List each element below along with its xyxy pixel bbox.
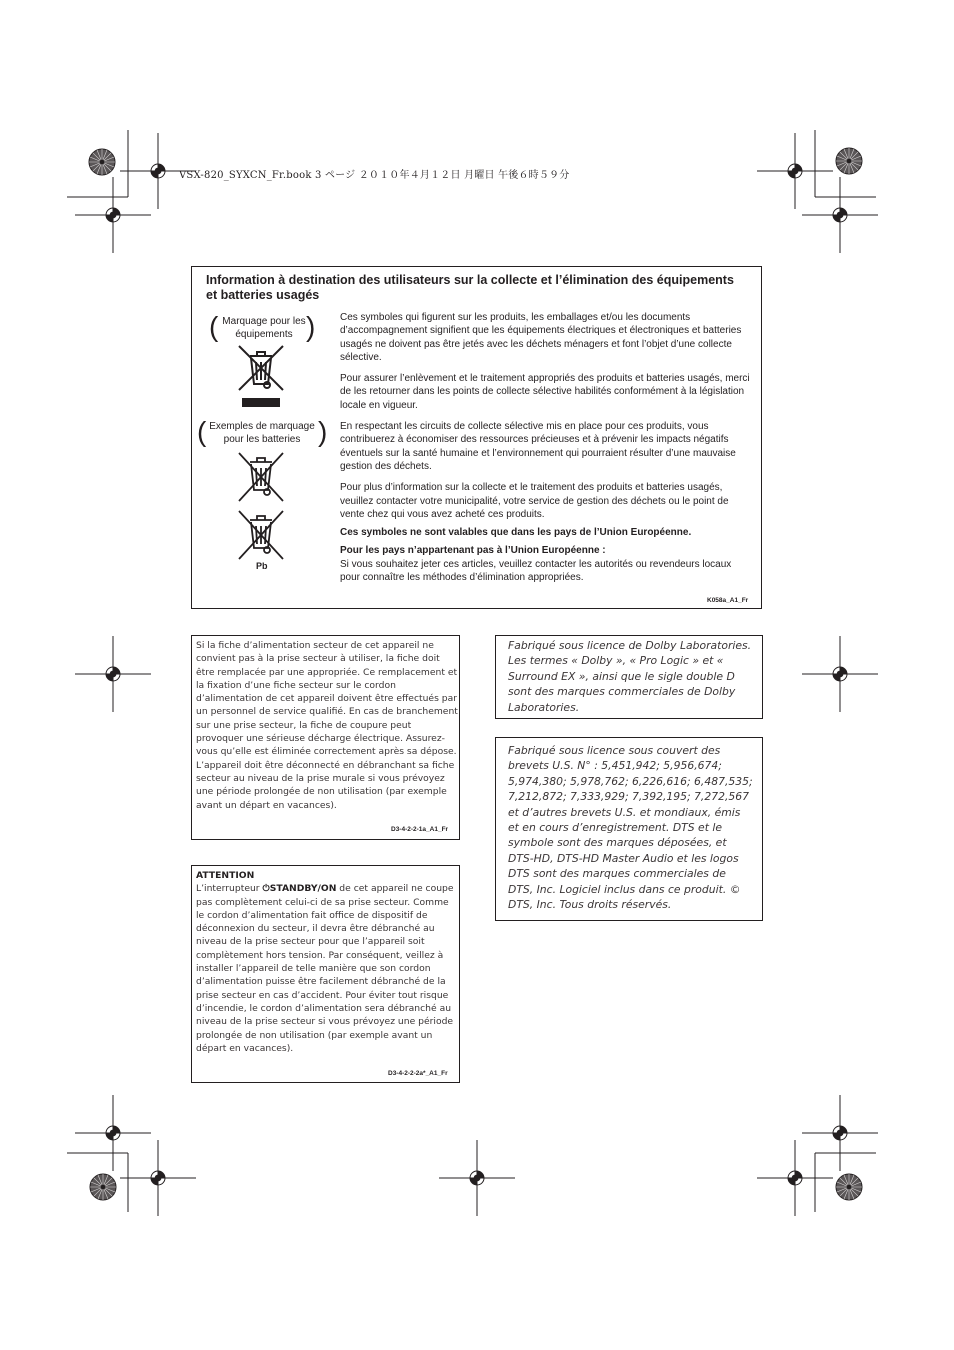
weee-paragraph: Pour plus d’information sur la collecte et le traitement des produits et batteries usagés, veuillez contacter votre municipalité, votre service de gestion des déchets ou le point de vente chez qui vous avez acheté ces produits. [340,482,729,520]
dolby-license-text: Fabriqué sous licence de Dolby Laboratories. Les termes « Dolby », « Pro Logic » et « Surround EX », ainsi que le sigle double D sont des marques commerciales de Dolby Laboratories. [508,639,752,714]
crossed-battery-bin-pb-icon [236,510,286,562]
weee-text-column [340,311,750,584]
attention-heading: ATTENTION [196,870,255,881]
eu-only-note: Ces symboles ne sont valables que dans les pays de l’Union Européenne. [340,527,692,539]
file-header: VSX-820_SYXCN_Fr.book 3 ページ ２０１０年４月１２日 月曜日 午後６時５９分 [179,170,570,181]
equipment-caption: ( Marquage pour les équipements ) [209,311,316,342]
weee-code: K058a_A1_Fr [707,597,749,604]
plug-notice-code: D3-4-2-2-1a_A1_Fr [391,826,449,833]
batteries-caption: ( Exemples de marquage pour les batteries ) [197,416,328,447]
attention-code: D3-4-2-2-2a*_A1_Fr [388,1070,448,1077]
dts-license-text: Fabriqué sous licence sous couvert des brevets U.S. N° : 5,451,942; 5,956,674; 5,974,380; 5,978,762; 6,226,616; 6,487,535; 7,212,872; 7,333,929; 7,392,195; 7,272,567 et d’autres brevets U.S. et mondiaux, émis et en cours d’enregistrement. DTS et le symbole sont des marques déposées, et DTS-HD, DTS-HD Master Audio et les logos DTS sont des marques commerciales de DTS, Inc. Logiciel inclus dans ce produit. © DTS, Inc. Tous droits réservés. [508,744,753,912]
weee-paragraph: Pour assurer l’enlèvement et le traitement appropriés des produits et batteries usagés, merci de les retourner dans les points de collecte sélective habilités conformément à la législation locale en vigueur. [340,373,750,411]
crossed-battery-bin-icon [236,452,286,504]
power-icon: ⏻ [262,883,270,895]
non-eu-text: Si vous souhaitez jeter ces articles, veuillez contacter les autorités ou revendeurs locaux pour connaître les méthodes d’élimination appropriées. [340,558,732,584]
weee-title: Information à destination des utilisateurs sur la collecte et l’élimination des équipements et batteries usagés [206,273,734,302]
plug-notice-text: Si la fiche d’alimentation secteur de cet appareil ne convient pas à la prise secteur à utiliser, la fiche doit être remplacée par une appropriée. Ce remplacement et la fixation d’une fiche secteur sur le cordon d’alimentation de cet appareil doivent être effectués par un personnel de service qualifié. En cas de branchement sur une prise secteur, la fiche de coupure peut provoquer une sérieuse décharge électrique. Assurez-vous qu’elle est éliminée correctement après sa dépose. L’appareil doit être déconnecté en débranchant sa fiche secteur au niveau de la prise murale si vous prévoyez une période prolongée de non utilisation (par exemple avant un départ en vacances). [196,640,458,811]
weee-paragraph: En respectant les circuits de collecte sélective mis en place pour ces produits, vous contribuerez à économiser des ressources précieuses et à prévenir les impacts négatifs éventuels sur la santé humaine et l’environnement qui pourraient résulter d’une mauvaise gestion des déchets. [340,421,736,472]
standby-on-label: STANDBY/ON [269,883,337,895]
non-eu-title: Pour les pays n’appartenant pas à l’Union Européenne : [340,545,606,557]
crossed-bin-icon [236,344,286,410]
pb-label: Pb [256,561,268,571]
weee-paragraph: Ces symboles qui figurent sur les produits, les emballages et/ou les documents d’accompagnement signifient que les équipements électriques et électroniques et batteries usagés ne doivent pas être jetés avec les déchets ménagers et font l’objet d’une collecte sélective. [340,312,742,363]
attention-text: ATTENTION L’interrupteur ⏻STANDBY/ON de cet appareil ne coupe pas complètement celui-ci de sa prise secteur. Comme le cordon d’alimentation fait office de dispositif de déconnexion du secteur, il devra être débranché au niveau de la prise secteur pour que l’appareil soit complètement hors tension. Par conséquent, veillez à installer l’appareil de telle manière que son cordon d’alimentation puisse être facilement débranché de la prise secteur en cas d’accident. Pour éviter tout risque d’incendie, le cordon d’alimentation sera débranché au niveau de la prise secteur si vous prévoyez une période prolongée de non utilisation (par exemple avant un départ en vacances). [196,869,458,1055]
